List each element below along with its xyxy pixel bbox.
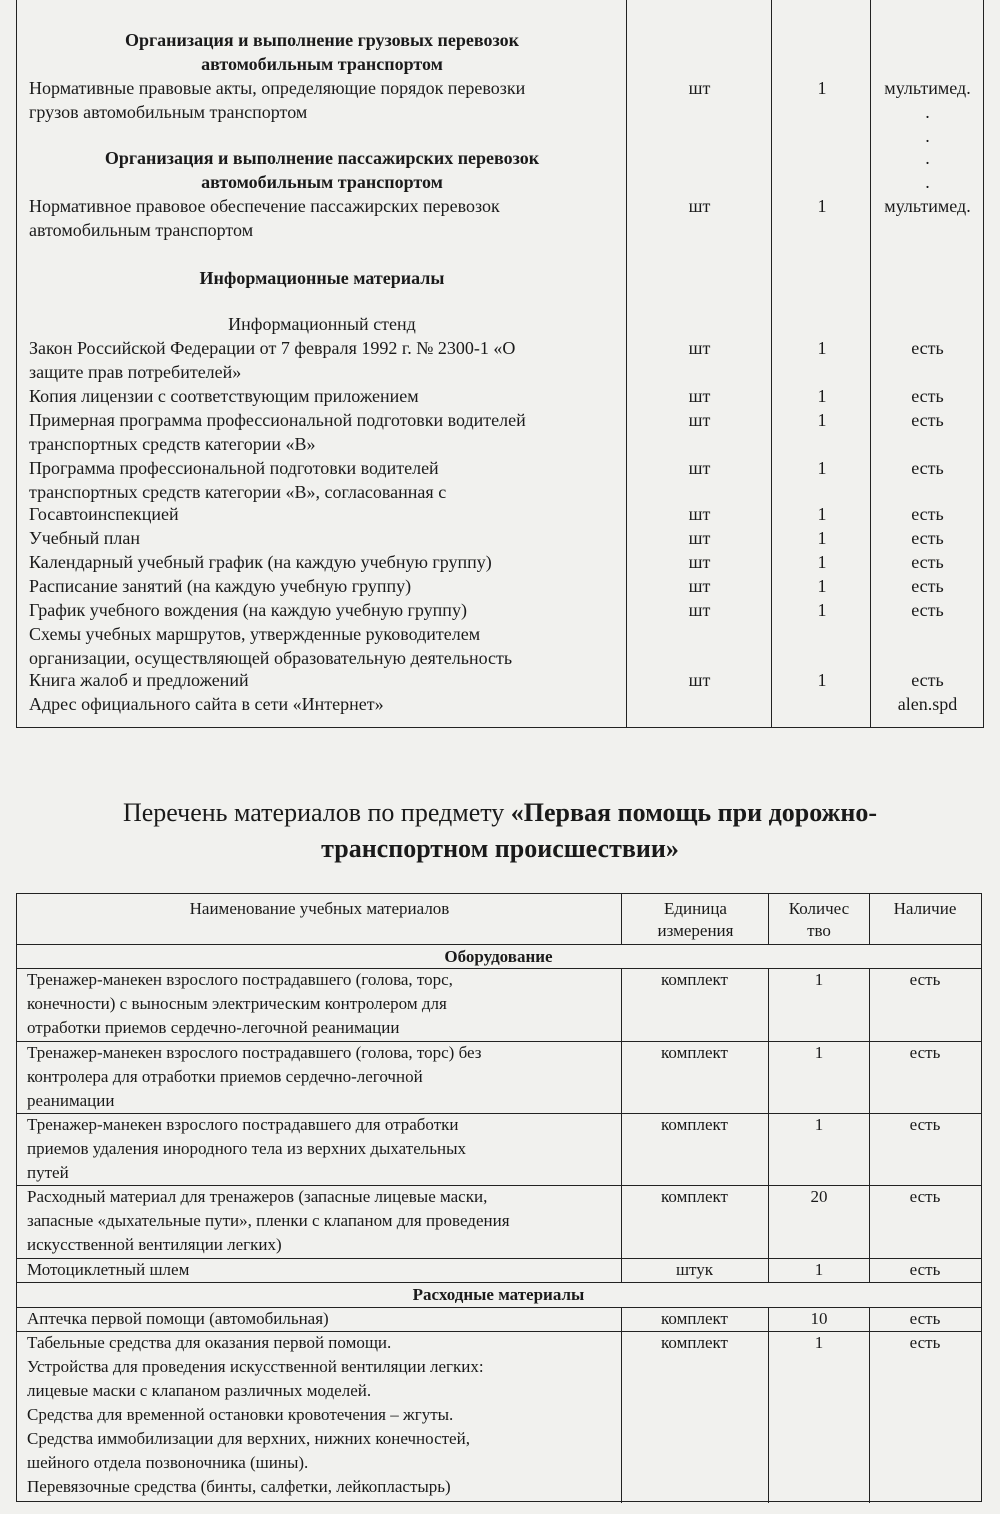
quantity-cell: 1 — [817, 504, 827, 524]
unit-cell: шт — [688, 410, 711, 430]
top-table-row — [17, 100, 983, 124]
quantity-cell: 1 — [814, 1333, 824, 1352]
top-table-row — [17, 480, 983, 504]
material-name: Закон Российской Федерации от 7 февраля 1992 г. № 2300-1 «О — [29, 338, 516, 358]
material-name: Тренажер-манекен взрослого пострадавшего для отработки приемов удаления инородного тела из верхних дыхательных путей — [27, 1115, 467, 1182]
material-name: автомобильным транспортом — [201, 172, 443, 192]
heading-bold-part1: «Первая помощь при дорожно- — [510, 798, 878, 827]
quantity-cell: 1 — [817, 576, 827, 596]
top-table-row — [17, 266, 983, 290]
availability-cell: есть — [909, 1333, 941, 1352]
availability-cell: есть — [911, 410, 944, 430]
material-name: Аптечка первой помощи (автомобильная) — [27, 1309, 329, 1328]
row-divider — [17, 1282, 981, 1283]
availability-cell: есть — [909, 970, 941, 989]
top-table-row — [17, 456, 983, 480]
material-name: Нормативное правовое обеспечение пассажирских перевозок — [29, 196, 500, 216]
material-name: Информационный стенд — [228, 314, 416, 334]
quantity-cell: 1 — [814, 970, 824, 989]
top-table-row — [17, 242, 983, 266]
header-qty: Количес тво — [788, 899, 850, 940]
availability-cell: . — [925, 102, 930, 122]
material-name: Нормативные правовые акты, определяющие порядок перевозки — [29, 78, 526, 98]
material-name: Расписание занятий (на каждую учебную группу) — [29, 576, 412, 596]
row-divider — [17, 944, 981, 945]
unit-cell: шт — [688, 338, 711, 358]
quantity-cell: 1 — [817, 338, 827, 358]
availability-cell: есть — [909, 1043, 941, 1062]
material-name: Примерная программа профессиональной подготовки водителей — [29, 410, 526, 430]
quantity-cell: 1 — [817, 386, 827, 406]
unit-cell: шт — [688, 600, 711, 620]
section-equipment: Оборудование — [444, 947, 553, 966]
unit-cell: комплект — [661, 970, 728, 989]
top-table-row — [17, 668, 983, 692]
top-table-row — [17, 52, 983, 76]
quantity-cell: 1 — [814, 1115, 824, 1134]
quantity-cell: 20 — [810, 1187, 828, 1206]
availability-cell: есть — [911, 600, 944, 620]
top-table-row — [17, 408, 983, 432]
column-divider — [869, 894, 870, 944]
unit-cell: комплект — [661, 1333, 728, 1352]
top-table-row — [17, 28, 983, 52]
availability-cell: есть — [911, 458, 944, 478]
top-table-row — [17, 574, 983, 598]
quantity-cell: 1 — [817, 196, 827, 216]
header-unit: Единица измерения — [657, 899, 734, 940]
quantity-cell: 1 — [817, 78, 827, 98]
material-name: Адрес официального сайта в сети «Интернет» — [29, 694, 384, 714]
material-name: Информационные материалы — [199, 268, 445, 288]
unit-cell: шт — [688, 196, 711, 216]
material-name: Книга жалоб и предложений — [29, 670, 249, 690]
unit-cell: шт — [688, 552, 711, 572]
material-name: Календарный учебный график (на каждую учебную группу) — [29, 552, 492, 572]
quantity-cell: 1 — [814, 1260, 824, 1279]
unit-cell: шт — [688, 528, 711, 548]
material-name: График учебного вождения (на каждую учебную группу) — [29, 600, 467, 620]
availability-cell: alen.spd — [897, 694, 958, 714]
availability-cell: есть — [911, 386, 944, 406]
top-table-row — [17, 290, 983, 314]
availability-cell: есть — [909, 1309, 941, 1328]
material-name: организации, осуществляющей образовательную деятельность — [29, 648, 513, 668]
availability-cell: есть — [909, 1115, 941, 1134]
availability-cell: есть — [911, 338, 944, 358]
heading-bold-part2: транспортном происшествии» — [321, 834, 679, 863]
availability-cell: . — [925, 172, 930, 192]
top-table-row — [17, 124, 983, 148]
quantity-cell: 1 — [817, 458, 827, 478]
unit-cell: шт — [688, 576, 711, 596]
top-table-row — [17, 336, 983, 360]
section-heading-line2 — [0, 832, 1000, 866]
material-name: Учебный план — [29, 528, 141, 548]
availability-cell: мультимед. — [884, 78, 971, 98]
top-table-row — [17, 146, 983, 170]
column-divider — [621, 894, 622, 944]
material-name: Госавтоинспекцией — [29, 504, 179, 524]
material-name: Расходный материал для тренажеров (запасные лицевые маски, запасные «дыхательные пути», пленки с клапаном для проведения искусственной вентиляции легких) — [27, 1187, 510, 1254]
top-table-row — [17, 76, 983, 100]
material-name: Организация и выполнение пассажирских перевозок — [104, 148, 540, 168]
availability-cell: есть — [911, 576, 944, 596]
material-name: автомобильным транспортом — [29, 220, 254, 240]
unit-cell: штук — [675, 1260, 714, 1279]
quantity-cell: 1 — [817, 670, 827, 690]
heading-prefix: Перечень материалов по предмету — [122, 798, 511, 827]
unit-cell: комплект — [661, 1187, 728, 1206]
unit-cell: шт — [688, 78, 711, 98]
availability-cell: . — [925, 126, 930, 146]
top-table-row — [17, 384, 983, 408]
availability-cell: есть — [911, 528, 944, 548]
header-name: Наименование учебных материалов — [189, 899, 450, 918]
top-table-row — [17, 692, 983, 716]
quantity-cell: 1 — [817, 600, 827, 620]
section-heading-line1 — [0, 796, 1000, 830]
availability-cell: мультимед. — [884, 196, 971, 216]
availability-cell: есть — [911, 504, 944, 524]
header-availability: Наличие — [893, 899, 957, 918]
availability-cell: есть — [911, 552, 944, 572]
quantity-cell: 1 — [814, 1043, 824, 1062]
unit-cell: шт — [688, 504, 711, 524]
top-table-row — [17, 170, 983, 194]
unit-cell: шт — [688, 670, 711, 690]
column-divider — [768, 894, 769, 944]
unit-cell: комплект — [661, 1309, 728, 1328]
quantity-cell: 1 — [817, 552, 827, 572]
top-table-row — [17, 598, 983, 622]
top-table-row — [17, 622, 983, 646]
material-name: транспортных средств категории «В» — [29, 434, 316, 454]
quantity-cell: 1 — [817, 528, 827, 548]
availability-cell: есть — [911, 670, 944, 690]
material-name: Схемы учебных маршрутов, утвержденные руководителем — [29, 624, 481, 644]
top-table-row — [17, 502, 983, 526]
top-table-row — [17, 218, 983, 242]
material-name: Тренажер-манекен взрослого пострадавшего (голова, торс) без контролера для отработки приемов сердечно-легочной реанимации — [27, 1043, 482, 1110]
material-name: грузов автомобильным транспортом — [29, 102, 308, 122]
material-name: Табельные средства для оказания первой помощи. Устройства для проведения искусственной вентиляции легких: лицевые маски с клапаном различных моделей. Средства для временной остановки кровотечения – жгуты. Средства иммобилизации для верхних, нижних конечностей, шейного отдела позвоночника (шины). Перевязочные средства (бинты, салфетки, лейкопластырь) — [27, 1333, 484, 1496]
material-name: Тренажер-манекен взрослого пострадавшего (голова, торс, конечности) с выносным электрическим контролером для отработки приемов сердечно-легочной реанимации — [27, 970, 453, 1037]
material-name: Организация и выполнение грузовых перевозок — [125, 30, 519, 50]
top-table-row — [17, 526, 983, 550]
section-consumables: Расходные материалы — [412, 1285, 585, 1304]
material-name: транспортных средств категории «В», согласованная с — [29, 482, 447, 502]
top-table-row — [17, 194, 983, 218]
top-materials-table — [16, 0, 984, 728]
availability-cell: . — [925, 148, 930, 168]
quantity-cell: 1 — [817, 410, 827, 430]
material-name: Программа профессиональной подготовки водителей — [29, 458, 439, 478]
material-name: Мотоциклетный шлем — [27, 1260, 190, 1279]
top-table-row — [17, 312, 983, 336]
unit-cell: комплект — [661, 1043, 728, 1062]
top-table-row — [17, 432, 983, 456]
material-name: Копия лицензии с соответствующим приложением — [29, 386, 419, 406]
top-table-row — [17, 360, 983, 384]
first-aid-materials-table — [16, 893, 982, 1502]
unit-cell: шт — [688, 458, 711, 478]
top-table-row — [17, 646, 983, 670]
top-table-row — [17, 550, 983, 574]
availability-cell: есть — [909, 1187, 941, 1206]
availability-cell: есть — [909, 1260, 941, 1279]
unit-cell: шт — [688, 386, 711, 406]
unit-cell: комплект — [661, 1115, 728, 1134]
material-name: автомобильным транспортом — [201, 54, 443, 74]
material-name: защите прав потребителей» — [29, 362, 242, 382]
quantity-cell: 10 — [810, 1309, 828, 1328]
